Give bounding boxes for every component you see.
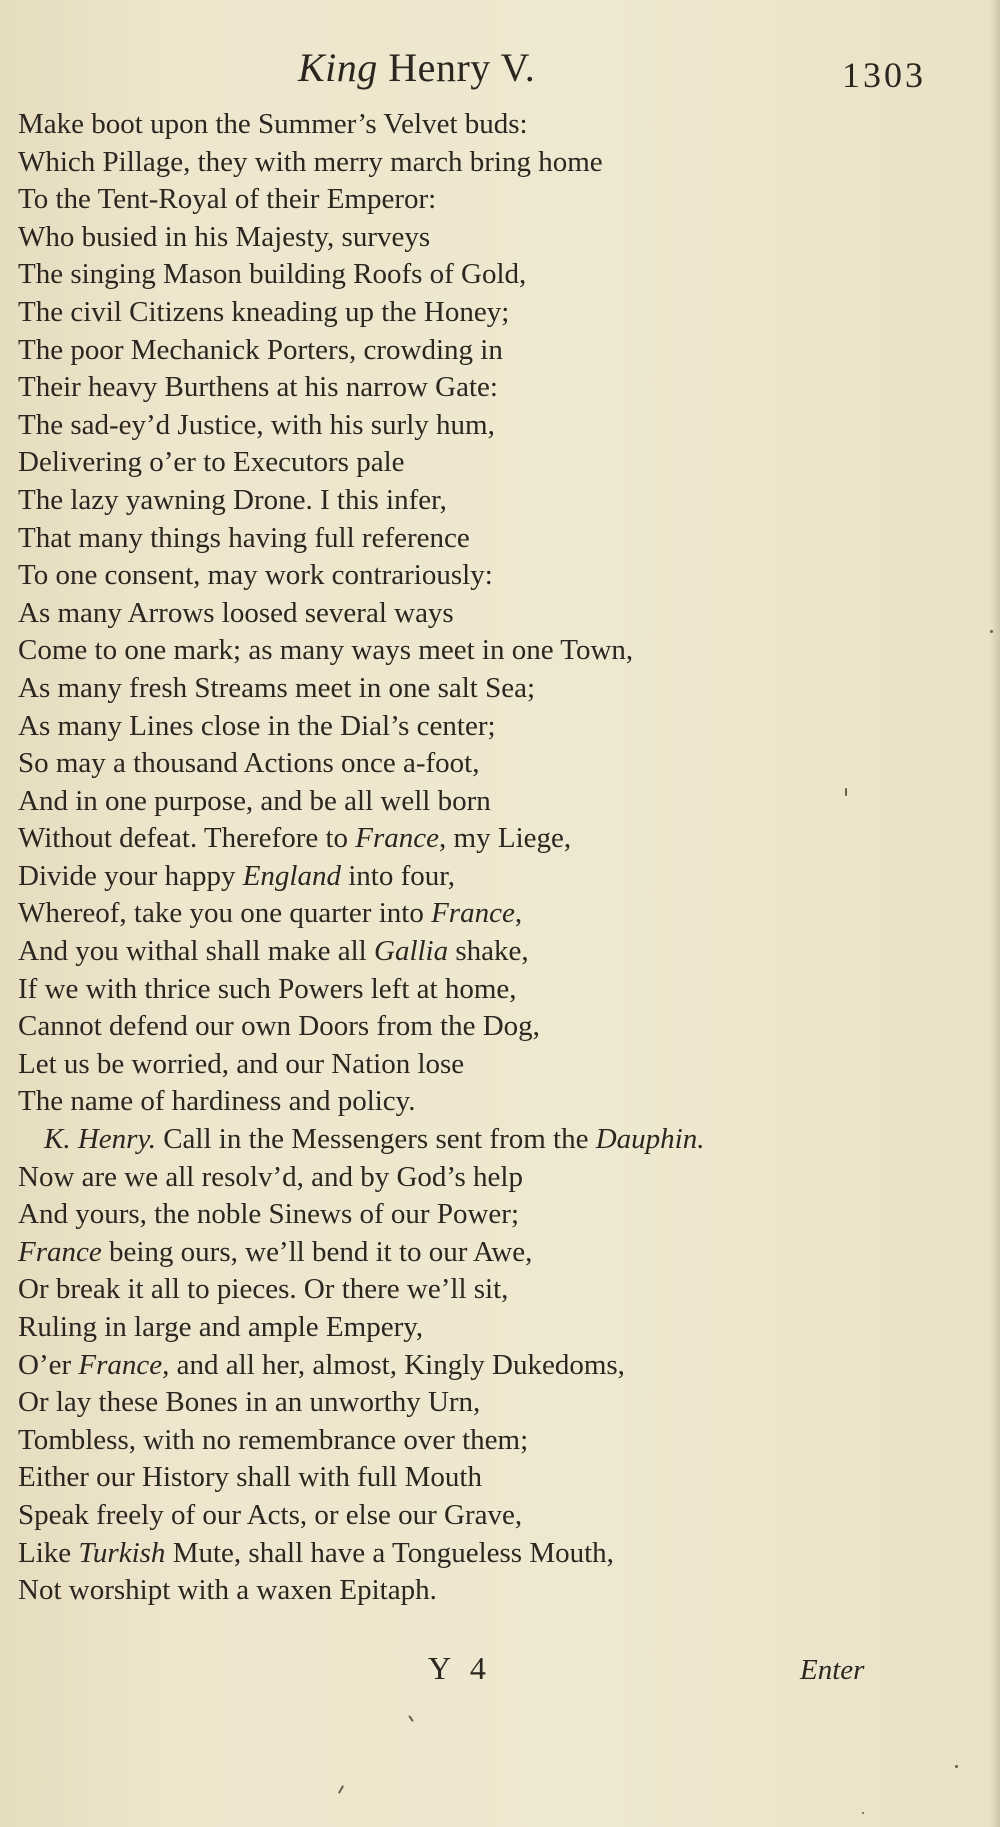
text-segment: Let us be worried, and our Nation lose [18, 1047, 465, 1080]
verse-line [18, 1271, 978, 1309]
paper-speck [338, 1785, 344, 1794]
text-segment: The poor Mechanick Porters, crowding in [18, 333, 503, 366]
text-segment: Or lay these Bones in an unworthy Urn, [18, 1386, 481, 1419]
text-segment: That many things having full reference [18, 521, 470, 554]
verse-line [18, 1384, 978, 1422]
verse-line [18, 407, 978, 445]
page-footer [0, 1650, 1000, 1710]
verse-line [18, 1422, 978, 1460]
verse-line [18, 1083, 978, 1121]
italic-segment: France [355, 822, 440, 855]
text-segment: , my Liege, [439, 822, 572, 855]
verse-line [18, 181, 978, 219]
text-segment: Without defeat. Therefore to [18, 822, 356, 855]
text-segment: O’er [18, 1348, 79, 1381]
verse-line [18, 444, 978, 482]
verse-line [18, 1535, 978, 1573]
text-segment: Speak freely of our Acts, or else our Grave, [18, 1498, 523, 1531]
text-segment: Like [18, 1536, 79, 1569]
text-segment: And in one purpose, and be all well born [18, 784, 491, 817]
text-segment: and all her, almost, Kingly Dukedoms, [169, 1348, 625, 1381]
verse-line [18, 1234, 978, 1272]
text-segment: Either our History shall with full Mouth [18, 1461, 482, 1494]
verse-line [18, 1459, 978, 1497]
text-segment: Now are we all resolv’d, and by God’s help [18, 1160, 523, 1193]
verse-line [18, 1159, 978, 1197]
text-segment: And yours, the noble Sinews of our Power; [18, 1198, 520, 1231]
text-segment: If we with thrice such Powers left at home, [18, 972, 517, 1005]
text-segment: Mute, shall have a Tongueless Mouth, [165, 1536, 614, 1569]
verse-line [18, 1497, 978, 1535]
paper-speck [845, 788, 847, 796]
verse-line [18, 1572, 978, 1610]
page-header [0, 44, 1000, 104]
verse-line [18, 858, 978, 896]
verse-line [18, 895, 978, 933]
italic-segment: Dauphin. [595, 1123, 705, 1156]
paper-speck [990, 630, 993, 633]
text-segment: Come to one mark; as many ways meet in one Town, [18, 634, 634, 667]
verse-line [18, 933, 978, 971]
speech-line [18, 1121, 978, 1159]
verse-line [18, 482, 978, 520]
catchword: Enter [800, 1654, 865, 1686]
text-segment: Their heavy Burthens at his narrow Gate: [18, 371, 498, 404]
text-segment: Which Pillage, they with merry march bring home [18, 145, 603, 178]
text-segment: Ruling in large and ample Empery, [18, 1311, 424, 1343]
text-segment: Call in the Messengers sent from the [155, 1123, 596, 1156]
text-segment: Delivering o’er to Executors pale [18, 446, 405, 479]
verse-line [18, 332, 978, 370]
text-segment: Make boot upon the Summer’s Velvet buds: [18, 108, 528, 140]
verse-line [18, 106, 978, 144]
italic-segment: K. Henry. [44, 1123, 156, 1156]
verse-line [18, 1347, 978, 1385]
running-title-italic: King [298, 45, 378, 90]
verse-line [18, 820, 978, 858]
verse-line [18, 670, 978, 708]
text-segment: Not worshipt with a waxen Epitaph. [18, 1574, 437, 1607]
page-edge-shadow [990, 0, 1000, 1827]
running-title [298, 44, 535, 91]
verse-line [18, 557, 978, 595]
text-segment: The name of hardiness and policy. [18, 1085, 416, 1118]
verse-line [18, 783, 978, 821]
verse-line [18, 144, 978, 182]
verse-line [18, 369, 978, 407]
text-segment: The singing Mason building Roofs of Gold, [18, 258, 527, 291]
text-segment: So may a thousand Actions once a-foot, [18, 747, 480, 780]
signature-mark: Y 4 [428, 1650, 492, 1686]
verse-line [18, 294, 978, 332]
text-segment: , [514, 897, 523, 930]
text-segment: Or break it all to pieces. Or there we’ll sit, [18, 1273, 509, 1306]
text-segment: And you withal shall make all [18, 935, 374, 968]
text-segment: Who busied in his Majesty, surveys [18, 220, 431, 253]
italic-segment: Turkish [78, 1536, 166, 1569]
text-segment: Tombless, with no remembrance over them; [18, 1423, 529, 1456]
verse-line [18, 1309, 978, 1347]
italic-segment: France, [78, 1348, 170, 1381]
text-segment: As many Lines close in the Dial’s center; [18, 709, 496, 742]
italic-segment: England [242, 859, 341, 892]
verse-line [18, 745, 978, 783]
verse-line [18, 595, 978, 633]
text-segment: As many Arrows loosed several ways [18, 596, 454, 629]
paper-speck [408, 1715, 414, 1722]
text-segment: As many fresh Streams meet in one salt Sea; [18, 671, 536, 704]
verse-text-block [18, 106, 978, 1610]
text-segment: The sad-ey’d Justice, with his surly hum, [18, 408, 495, 441]
text-segment: Whereof, take you one quarter into [18, 897, 432, 930]
verse-line [18, 520, 978, 558]
verse-line [18, 708, 978, 746]
verse-line [18, 219, 978, 257]
text-segment: The lazy yawning Drone. I this infer, [18, 483, 447, 516]
text-segment: To one consent, may work contrariously: [18, 559, 493, 592]
text-segment: shake, [448, 935, 529, 968]
text-segment: Divide your happy [18, 859, 243, 892]
paper-speck [862, 1812, 864, 1814]
text-segment: into four, [341, 859, 456, 892]
italic-segment: Gallia [374, 935, 449, 968]
italic-segment: France [431, 897, 515, 930]
page-number: 1303 [842, 55, 926, 95]
text-segment: The civil Citizens kneading up the Honey; [18, 295, 510, 328]
italic-segment: France [18, 1235, 102, 1268]
text-segment: To the Tent-Royal of their Emperor: [18, 183, 437, 216]
paper-speck [955, 1765, 958, 1768]
verse-line [18, 256, 978, 294]
running-title-rest: Henry V. [377, 45, 536, 90]
verse-line [18, 1046, 978, 1084]
verse-line [18, 1196, 978, 1234]
verse-line [18, 632, 978, 670]
text-segment: Cannot defend our own Doors from the Dog, [18, 1010, 540, 1043]
verse-line [18, 971, 978, 1009]
text-segment: being ours, we’ll bend it to our Awe, [101, 1235, 533, 1268]
verse-line [18, 1008, 978, 1046]
